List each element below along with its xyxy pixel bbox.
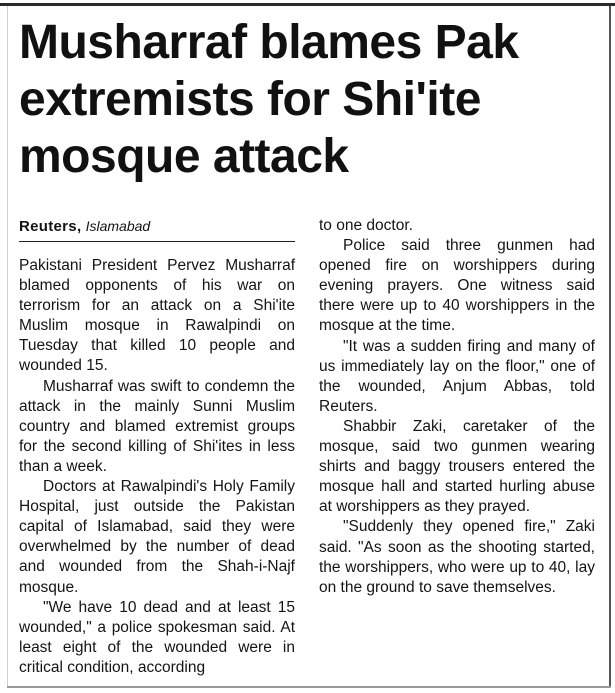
article-paragraph: "We have 10 dead and at least 15 wounded," a police spokesman said. At least eight of the wounded were in critical condition, according [19,598,295,676]
article-column-2 [319,216,595,598]
article-column-1 [19,256,295,678]
article-paragraph: "It was a sudden firing and many of us immediately lay on the floor," one of the wounded, Anjum Abbas, told Reuters. [319,337,595,415]
article-paragraph: Musharraf was swift to condemn the attack in the mainly Sunni Muslim country and blamed extremist groups for the second killing of Shi'ites in less than a week. [19,377,295,475]
article-paragraph: Pakistani President Pervez Musharraf blamed opponents of his war on terrorism for an attack on a Shi'ite Muslim mosque in Rawalpindi on Tuesday that killed 10 people and wounded 15. [19,257,295,375]
top-border-rule [0,3,615,6]
byline [19,216,295,237]
byline-place: Islamabad [85,218,151,234]
article-headline: Musharraf blames Pak extremists for Shi'ite mosque attack [19,16,519,183]
byline-comma: , [76,218,82,235]
article-paragraph: Shabbir Zaki, caretaker of the mosque, said two gunmen wearing shirts and baggy trousers entered the mosque hall and started hurling abuse at worshippers as they prayed. [319,417,595,516]
article-paragraph: Doctors at Rawalpindi's Holy Family Hospital, just outside the Pakistan capital of Islamabad, said they were overwhelmed by the number of dead and wounded from the Shah-i-Najf mosque. [19,478,295,596]
bottom-border-rule [7,686,611,688]
right-border-rule [609,6,611,686]
left-border-rule [7,6,8,686]
article-paragraph: Police said three gunmen had opened fire on worshippers during evening prayers. One witness said there were up to 40 worshippers in the mosque at the time. [319,237,595,335]
article-paragraph-continued: to one doctor. [319,217,413,234]
article-paragraph: "Suddenly they opened fire," Zaki said. "As soon as the shooting started, the worshippers, who were up to 40, lay on the ground to save themselves. [319,518,595,596]
byline-rule [19,241,295,242]
byline-agency: Reuters [19,218,77,235]
